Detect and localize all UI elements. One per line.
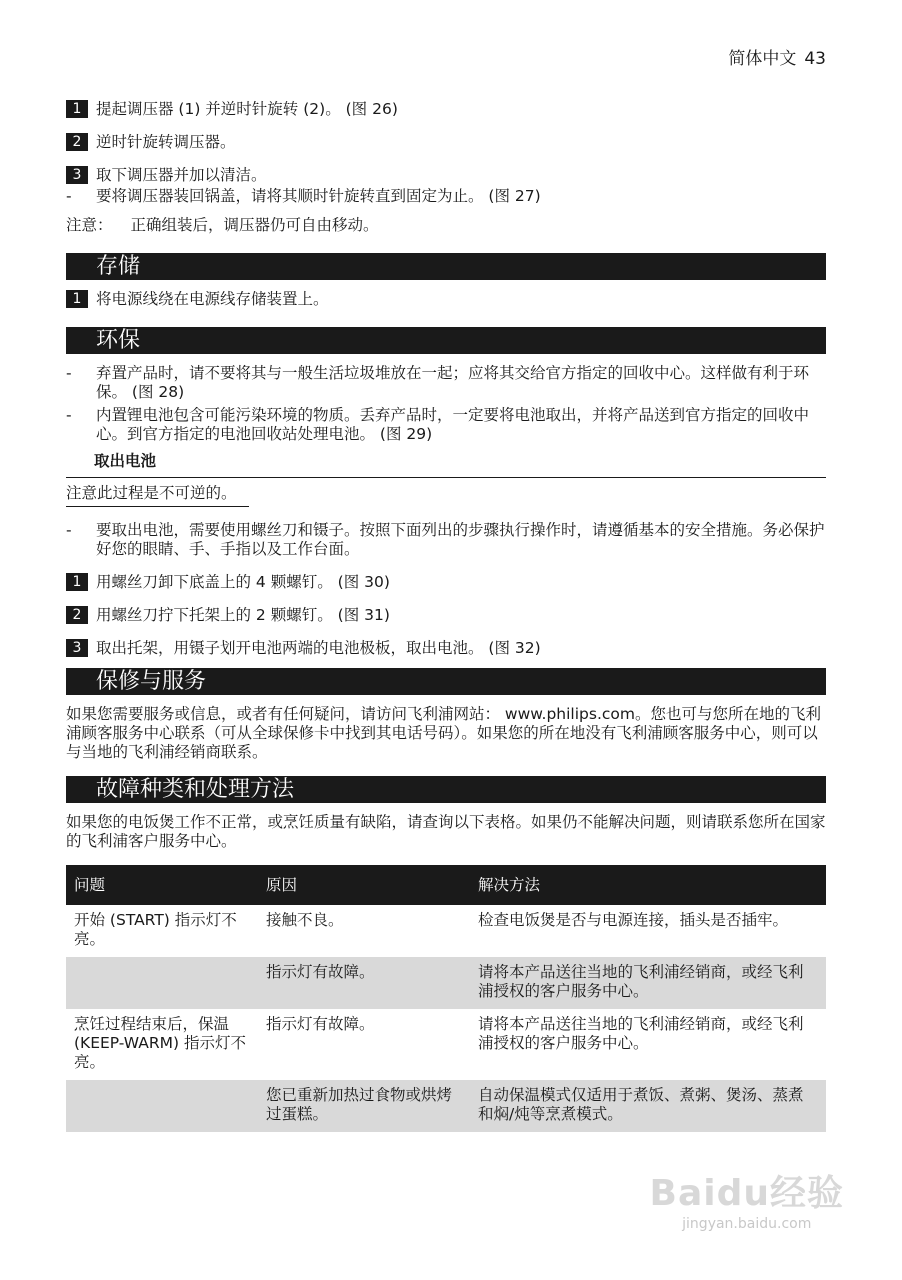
- column-header-cause: 原因: [258, 865, 470, 905]
- problem-cell: 烹饪过程结束后，保温 (KEEP-WARM) 指示灯不亮。: [74, 1015, 246, 1071]
- bullet-item: - 弃置产品时，请不要将其与一般生活垃圾堆放在一起；应将其交给官方指定的回收中心。这样做有利于环保。 (图 28): [66, 364, 826, 402]
- page-header: [728, 44, 826, 69]
- troubleshooting-table: [66, 865, 826, 1132]
- step-number: 1: [66, 573, 88, 591]
- battery-step-3: [66, 639, 826, 658]
- storage-step-1: [66, 290, 826, 309]
- watermark-url: jingyan.baidu.com: [682, 1216, 812, 1232]
- battery-step-1: [66, 573, 826, 592]
- step-text: 取出托架，用镊子划开电池两端的电池极板，取出电池。 (图 32): [96, 639, 541, 657]
- troubleshooting-intro: 如果您的电饭煲工作不正常，或烹饪质量有缺陷，请查询以下表格。如果仍不能解决问题，则请联系您所在国家的飞利浦客户服务中心。: [66, 813, 826, 850]
- bullet-text: 内置锂电池包含可能污染环境的物质。丢弃产品时，一定要将电池取出，并将产品送到官方指定的回收中心。到官方指定的电池回收站处理电池。 (图 29): [96, 406, 810, 443]
- subheading-remove-battery: 取出电池: [94, 452, 157, 470]
- bullet-item: - 要将调压器装回锅盖，请将其顺时针旋转直到固定为止。 (图 27): [66, 187, 541, 205]
- section-heading-environment: 环保: [66, 327, 826, 354]
- solution-cell: 检查电饭煲是否与电源连接，插头是否插牢。: [478, 911, 789, 929]
- warning-text: 注意此过程是不可逆的。: [66, 484, 249, 507]
- table-row: [66, 1080, 826, 1132]
- cause-cell: 指示灯有故障。: [258, 957, 470, 1009]
- page-number: 43: [804, 49, 826, 69]
- note-text: 正确组装后，调压器仍可自由移动。: [130, 216, 379, 234]
- step-text: 提起调压器 (1) 并逆时针旋转 (2)。 (图 26): [96, 100, 398, 118]
- note-label: 注意：: [66, 216, 113, 234]
- baidu-watermark: [650, 1165, 844, 1232]
- bullet-text: 要将调压器装回锅盖，请将其顺时针旋转直到固定为止。 (图 27): [96, 187, 541, 205]
- section-heading-troubleshooting: 故障种类和处理方法: [66, 776, 826, 803]
- watermark-logo: Baidu经验: [649, 1173, 844, 1214]
- language-label: 简体中文: [728, 49, 797, 69]
- step-3: [66, 166, 826, 185]
- step-text: 用螺丝刀拧下托架上的 2 颗螺钉。 (图 31): [96, 606, 390, 624]
- note: [66, 216, 826, 235]
- step-number: 1: [66, 100, 88, 118]
- table-row: [66, 1009, 826, 1080]
- column-header-problem: 问题: [66, 865, 258, 905]
- service-paragraph: 如果您需要服务或信息，或者有任何疑问，请访问飞利浦网站： www.philips.com。您也可与您所在地的飞利浦顾客服务中心联系（可从全球保修卡中找到其电话号码）。如果您的所在地没有飞利浦顾客服务中心，则可以与当地的飞利浦经销商联系。: [66, 705, 821, 761]
- bullet-text: 要取出电池，需要使用螺丝刀和镊子。按照下面列出的步骤执行操作时，请遵循基本的安全措施。务必保护好您的眼睛、手、手指以及工作台面。: [96, 521, 825, 558]
- battery-step-2: [66, 606, 826, 625]
- solution-cell: 请将本产品送往当地的飞利浦经销商，或经飞利浦授权的客户服务中心。: [470, 957, 826, 1009]
- bullet-text: 弃置产品时，请不要将其与一般生活垃圾堆放在一起；应将其交给官方指定的回收中心。这样做有利于环保。 (图 28): [96, 364, 810, 401]
- problem-cell: [66, 957, 258, 1009]
- cause-cell: 您已重新加热过食物或烘烤过蛋糕。: [258, 1080, 470, 1132]
- section-heading-service: 保修与服务: [66, 668, 826, 695]
- step-text: 逆时针旋转调压器。: [96, 133, 236, 151]
- step-text: 将电源线绕在电源线存储装置上。: [96, 290, 329, 308]
- divider: [66, 477, 826, 478]
- table-header-row: [66, 865, 826, 905]
- cause-cell: 接触不良。: [266, 911, 344, 929]
- bullet-item: - 内置锂电池包含可能污染环境的物质。丢弃产品时，一定要将电池取出，并将产品送到官方指定的回收中心。到官方指定的电池回收站处理电池。 (图 29): [66, 406, 826, 444]
- table-row: [66, 905, 826, 957]
- column-header-solution: 解决方法: [470, 865, 826, 905]
- problem-cell: 开始 (START) 指示灯不亮。: [74, 911, 237, 948]
- step-number: 3: [66, 166, 88, 184]
- document-body: [66, 100, 826, 1132]
- step-text: 取下调压器并加以清洁。: [96, 166, 267, 184]
- step-number: 3: [66, 639, 88, 657]
- step-text: 用螺丝刀卸下底盖上的 4 颗螺钉。 (图 30): [96, 573, 390, 591]
- problem-cell: [66, 1080, 258, 1132]
- bullet-item: - 要取出电池，需要使用螺丝刀和镊子。按照下面列出的步骤执行操作时，请遵循基本的安全措施。务必保护好您的眼睛、手、手指以及工作台面。: [66, 521, 825, 558]
- step-number: 2: [66, 133, 88, 151]
- solution-cell: 请将本产品送往当地的飞利浦经销商，或经飞利浦授权的客户服务中心。: [478, 1015, 804, 1052]
- step-1: [66, 100, 826, 119]
- solution-cell: 自动保温模式仅适用于煮饭、煮粥、煲汤、蒸煮和焖/炖等烹煮模式。: [470, 1080, 826, 1132]
- step-2: [66, 133, 826, 152]
- table-row: [66, 957, 826, 1009]
- step-number: 2: [66, 606, 88, 624]
- cause-cell: 指示灯有故障。: [266, 1015, 375, 1033]
- section-heading-storage: 存储: [66, 253, 826, 280]
- step-number: 1: [66, 290, 88, 308]
